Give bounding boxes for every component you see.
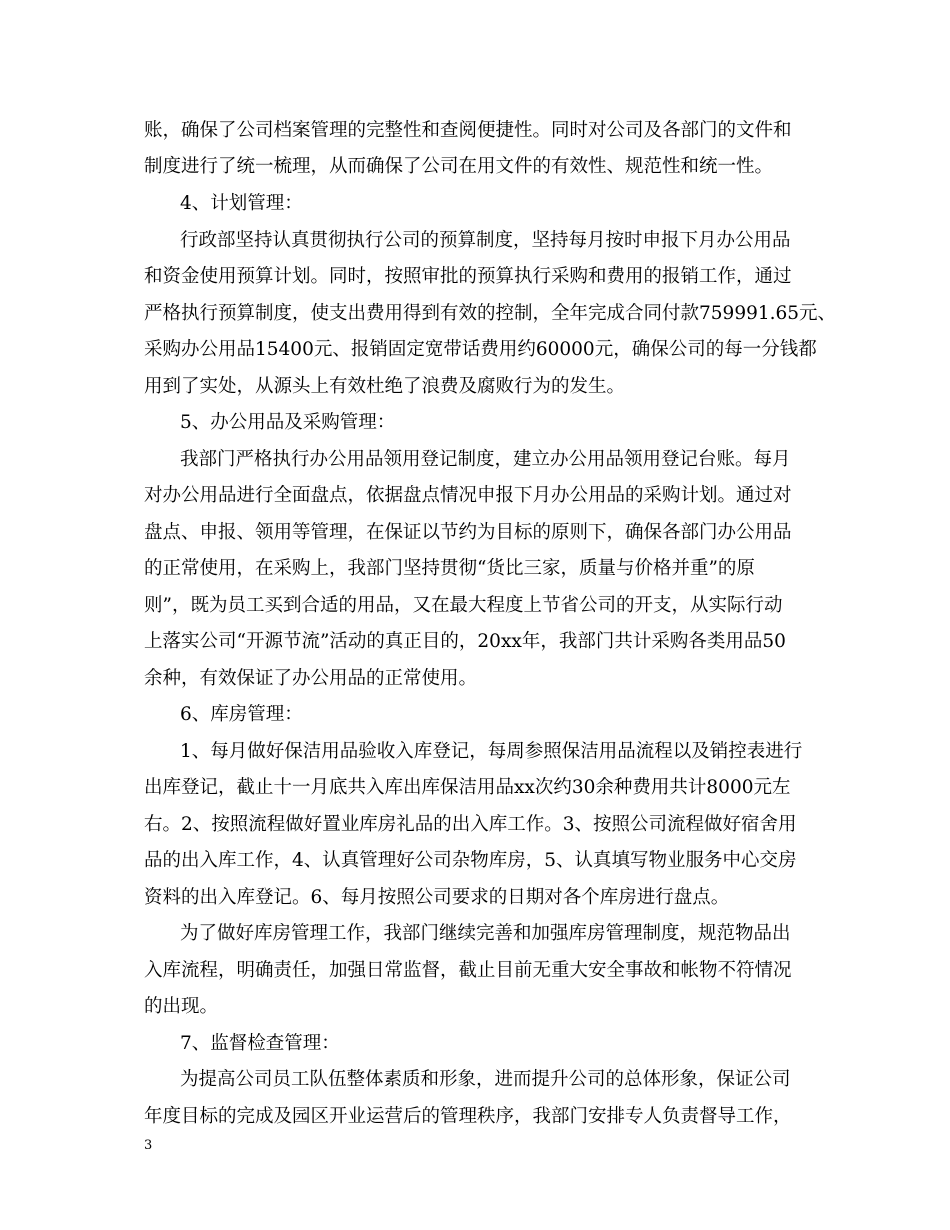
body-text-line: 右。2、按照流程做好置业库房礼品的出入库工作。3、按照公司流程做好宿舍用 — [144, 814, 797, 835]
section-heading-supervision: 7、监督检查管理： — [180, 1033, 340, 1054]
body-text-line: 对办公用品进行全面盘点，依据盘点情况申报下月办公用品的采购计划。通过对 — [144, 485, 792, 506]
section-heading-plan-management: 4、计划管理： — [180, 193, 303, 214]
body-text-line: 品的出入库工作，4、认真管理好公司杂物库房，5、认真填写物业服务中心交房 — [144, 850, 797, 871]
body-text-line: 采购办公用品15400元、报销固定宽带话费用约60000元，确保公司的每一分钱都 — [144, 339, 817, 360]
section-heading-office-supplies: 5、办公用品及采购管理： — [180, 412, 396, 433]
section-heading-warehouse: 6、库房管理： — [180, 704, 303, 725]
body-text-line: 资料的出入库登记。6、每月按照公司要求的日期对各个库房进行盘点。 — [144, 887, 730, 908]
body-text-line: 制度进行了统一梳理，从而确保了公司在用文件的有效性、规范性和统一性。 — [144, 156, 774, 177]
body-text-line: 我部门严格执行办公用品领用登记制度，建立办公用品领用登记台账。每月 — [180, 449, 791, 470]
body-text-line: 出库登记，截止十一月底共入库出库保洁用品xx次约30余种费用共计8000元左 — [144, 777, 791, 798]
body-text-line: 盘点、申报、领用等管理，在保证以节约为目标的原则下，确保各部门办公用品 — [144, 522, 792, 543]
body-text-line: 的正常使用，在采购上，我部门坚持贯彻“货比三家，质量与价格并重”的原 — [144, 558, 755, 579]
body-text-line: 行政部坚持认真贯彻执行公司的预算制度，坚持每月按时申报下月办公用品 — [180, 230, 791, 251]
body-text-line: 和资金使用预算计划。同时，按照审批的预算执行采购和费用的报销工作，通过 — [144, 266, 792, 287]
body-text-line: 的出现。 — [144, 996, 219, 1017]
body-text-line: 为了做好库房管理工作，我部门继续完善和加强库房管理制度，规范物品出 — [180, 923, 791, 944]
body-text-line: 1、每月做好保洁用品验收入库登记，每周参照保洁用品流程以及销控表进行 — [180, 741, 803, 762]
body-text-line: 入库流程，明确责任，加强日常监督，截止目前无重大安全事故和帐物不符情况 — [144, 960, 792, 981]
body-text-line: 严格执行预算制度，使支出费用得到有效的控制，全年完成合同付款759991.65元、 — [144, 303, 837, 324]
body-text-line: 为提高公司员工队伍整体素质和形象，进而提升公司的总体形象，保证公司 — [180, 1069, 791, 1090]
page-number: 3 — [144, 1138, 153, 1153]
body-text-line: 余种，有效保证了办公用品的正常使用。 — [144, 668, 478, 689]
body-text-line: 则”，既为员工买到合适的用品，又在最大程度上节省公司的开支，从实际行动 — [144, 595, 783, 616]
body-text-line: 年度目标的完成及园区开业运营后的管理秩序，我部门安排专人负责督导工作， — [144, 1106, 792, 1127]
body-text-line: 用到了实处，从源头上有效杜绝了浪费及腐败行为的发生。 — [144, 376, 626, 397]
body-text-line: 账，确保了公司档案管理的完整性和查阅便捷性。同时对公司及各部门的文件和 — [144, 120, 792, 141]
body-text-line: 上落实公司“开源节流”活动的真正目的，20xx年，我部门共计采购各类用品50 — [144, 631, 786, 652]
